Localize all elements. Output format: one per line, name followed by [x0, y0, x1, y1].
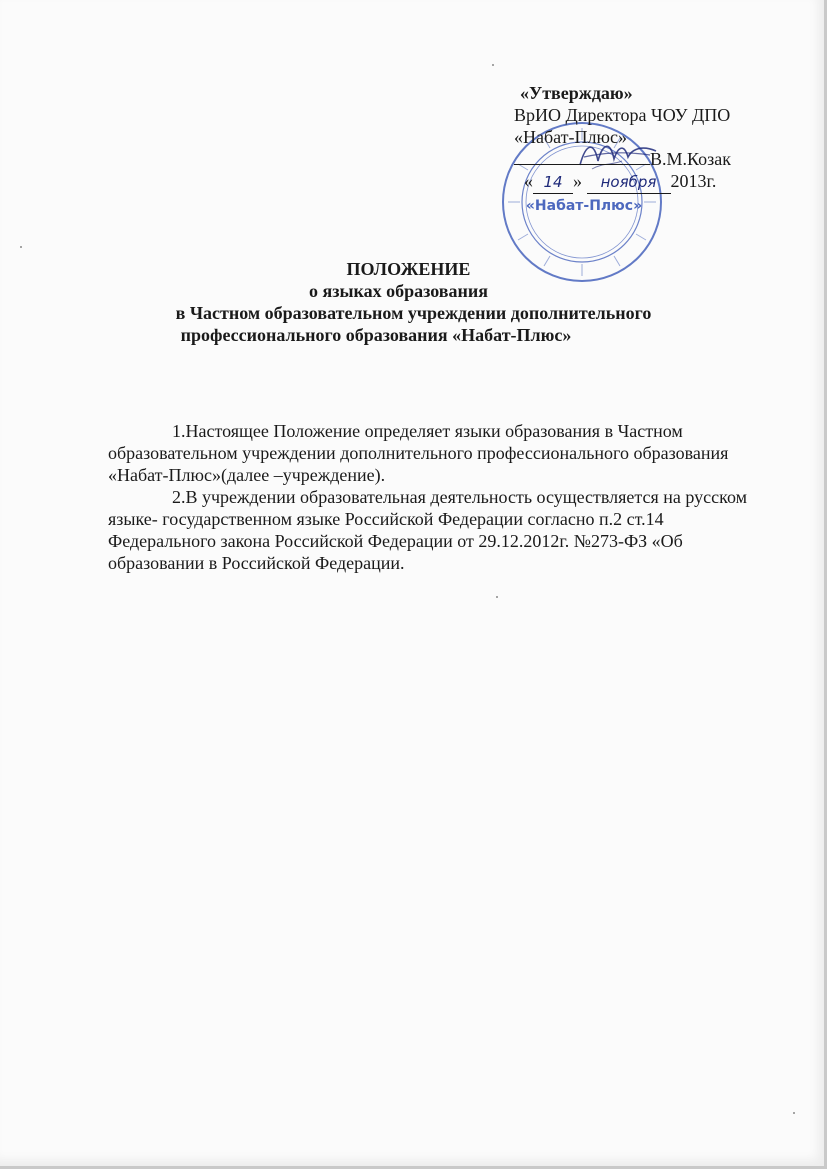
signature-blank	[514, 148, 650, 165]
paragraph-1: 1.Настоящее Положение определяет языки образования в Частном образовательном учреждении дополнительного профессионального образования «Набат-Плюс»(далее –учреждение).	[108, 421, 729, 485]
scan-speck	[496, 596, 498, 598]
signer-name: В.М.Козак	[650, 149, 731, 169]
signature-line	[514, 148, 814, 170]
date-month: ноября	[587, 171, 671, 194]
scan-speck	[492, 64, 494, 66]
date-close-quote: »	[573, 171, 582, 191]
paragraph-2: 2.В учреждении образовательная деятельность осуществляется на русском языке- государственном языке Российской Федерации согласно п.2 ст.14 Федерального закона Российской Федерации от 29.12.2012г. №273-ФЗ «Об образовании в Российской Федерации.	[108, 487, 747, 573]
title-line-2: о языках образования	[308, 281, 488, 301]
document-title	[0, 258, 827, 346]
approver-organization: «Набат-Плюс»	[514, 127, 627, 147]
svg-text:«Набат-Плюс»: «Набат-Плюс»	[525, 198, 643, 214]
approval-block	[514, 82, 814, 194]
date-open-quote: «	[524, 171, 533, 191]
date-day: 14	[533, 171, 573, 194]
approver-position: ВрИО Директора ЧОУ ДПО	[514, 105, 731, 125]
title-line-4: профессионального образования «Набат-Плюс»	[180, 325, 572, 345]
scan-speck	[793, 1112, 795, 1114]
title-line-3: в Частном образовательном учреждении дополнительного	[175, 303, 652, 323]
date-year: 2013г.	[670, 171, 717, 191]
approve-heading: «Утверждаю»	[520, 83, 633, 103]
approval-date	[514, 170, 814, 194]
title-line-1: ПОЛОЖЕНИЕ	[346, 259, 471, 279]
document-body	[108, 420, 748, 574]
scan-speck	[20, 246, 22, 248]
